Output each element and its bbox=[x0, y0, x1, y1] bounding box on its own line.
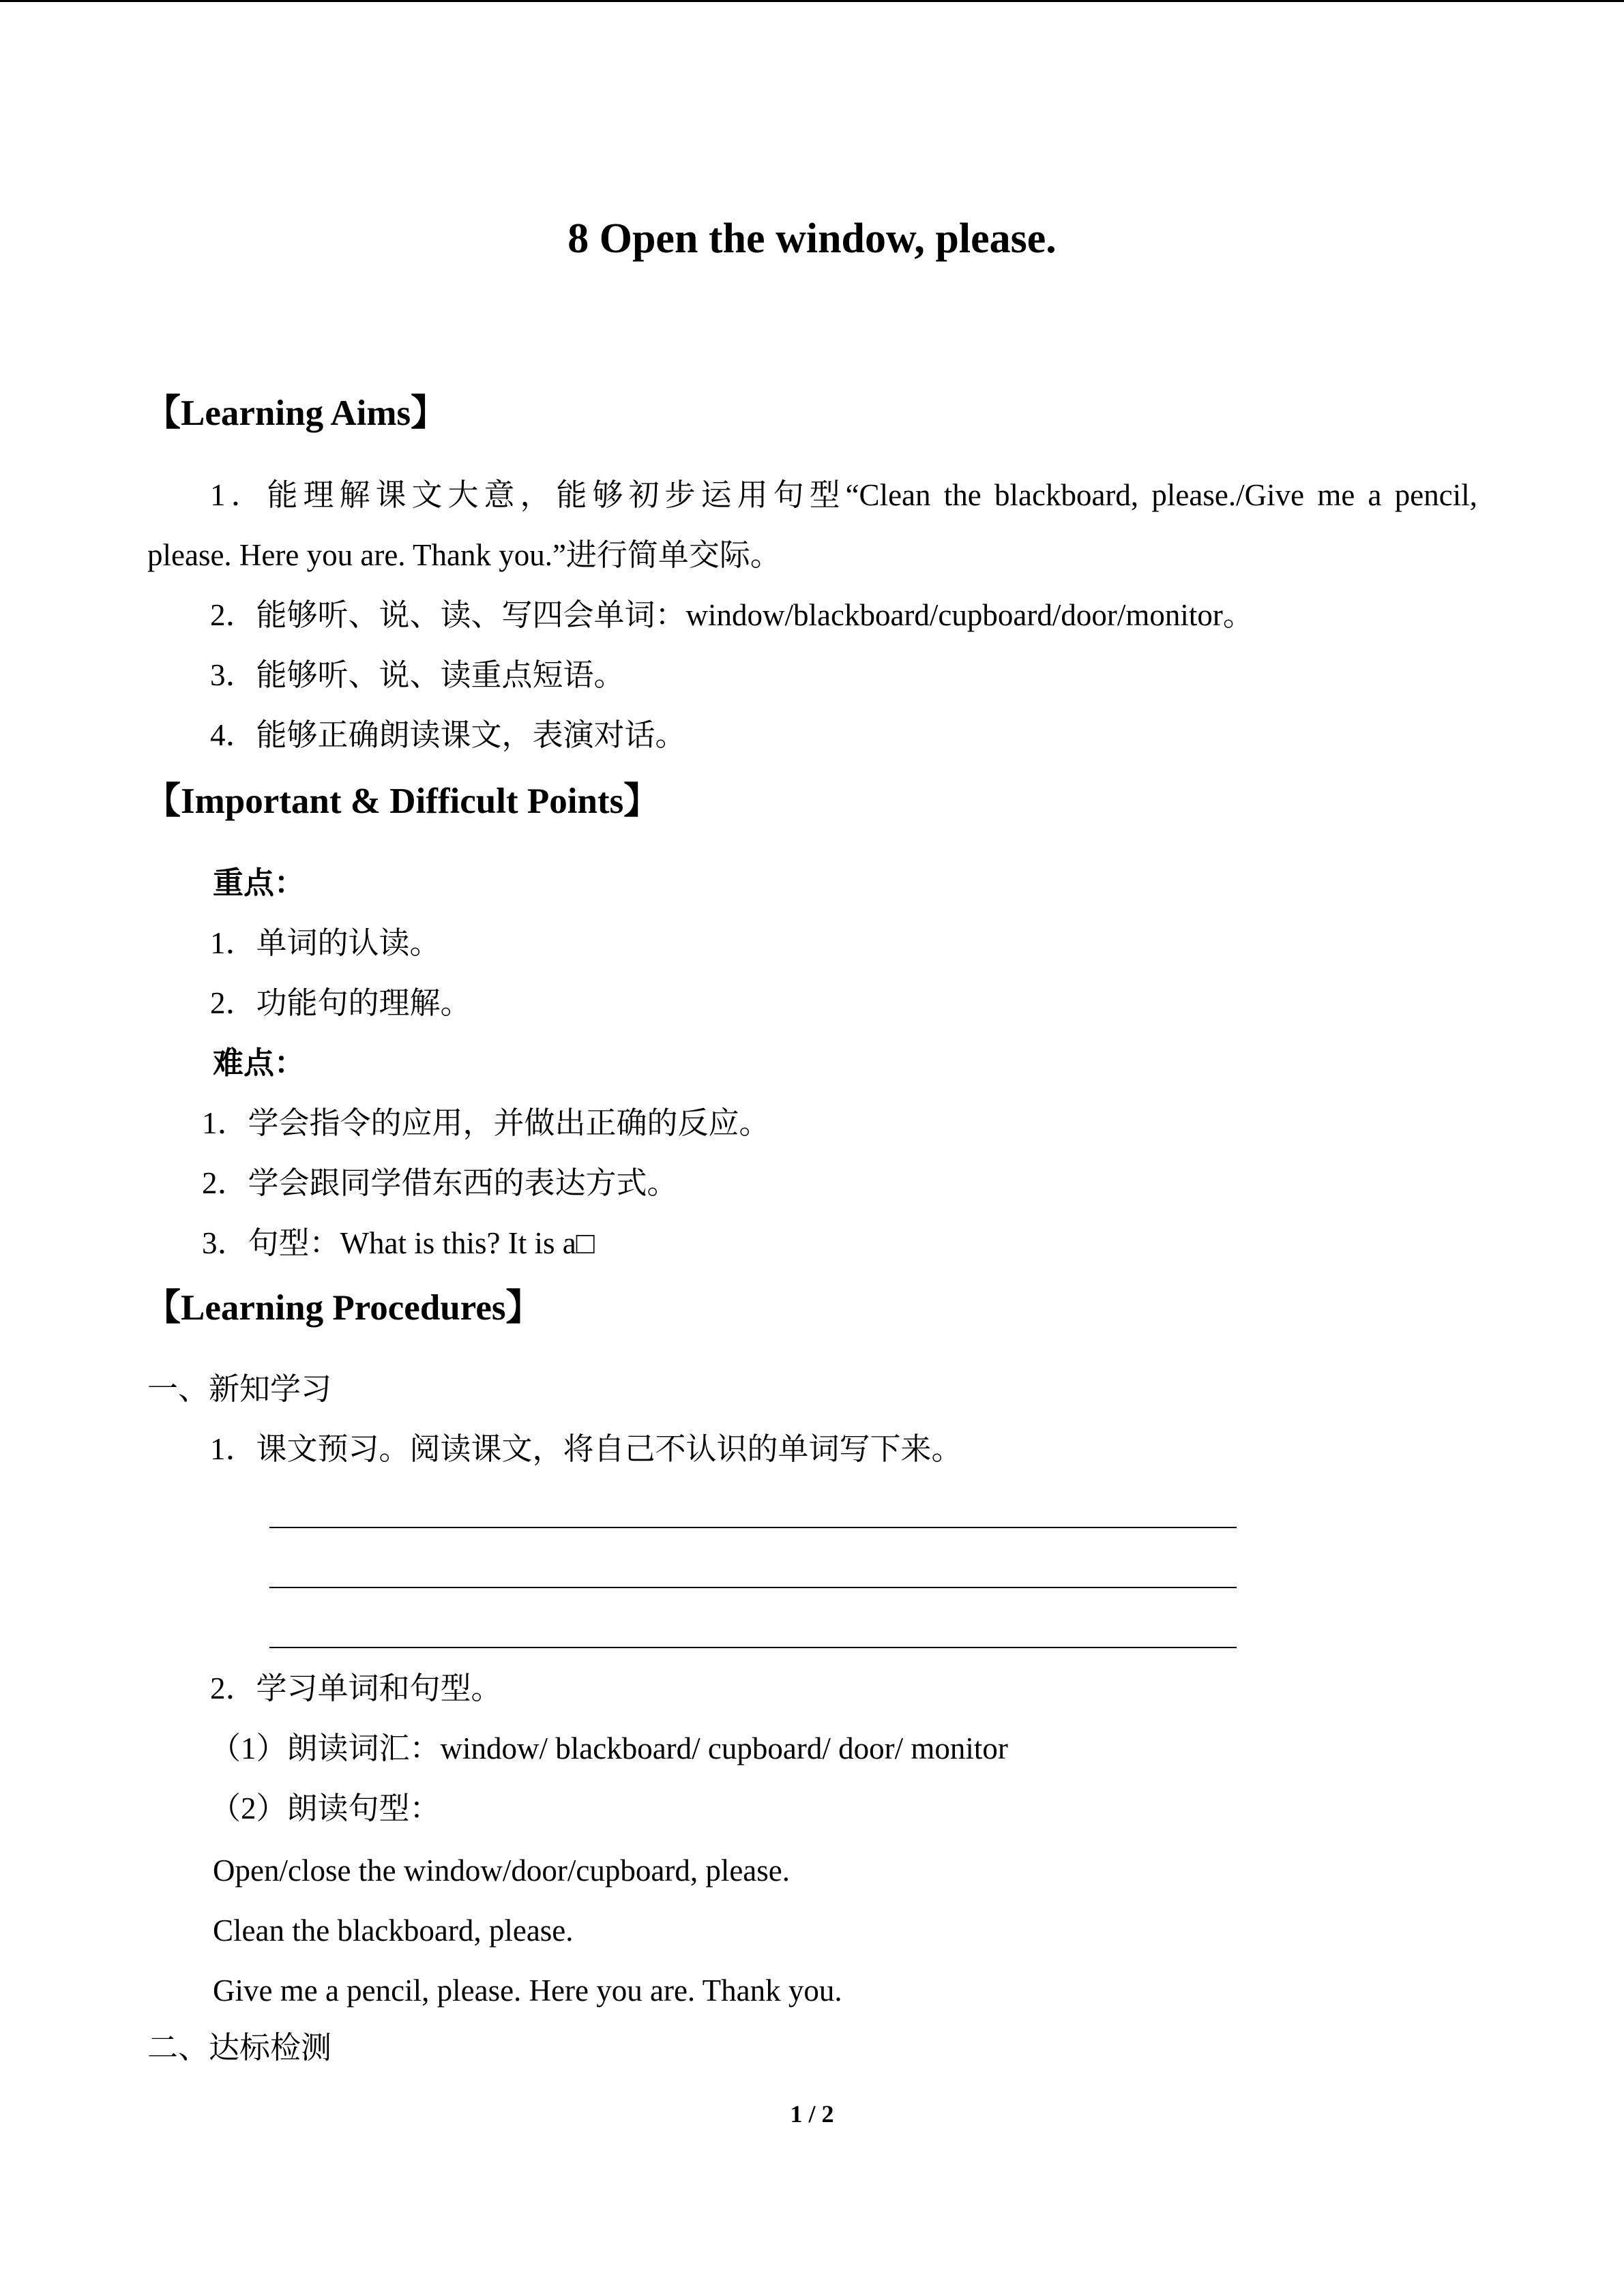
aim-item-1-line-2: please. Here you are. Thank you.”进行简单交际。 bbox=[147, 538, 781, 572]
procedure-part-2: 二、达标检测 bbox=[147, 2031, 332, 2065]
answer-blank-line bbox=[269, 1647, 1237, 1648]
key-point-1: 1．单词的认读。 bbox=[210, 926, 441, 960]
page-number: 1 / 2 bbox=[790, 2100, 834, 2128]
answer-blank-line bbox=[269, 1587, 1237, 1588]
difficult-points-label: 难点： bbox=[213, 1046, 306, 1080]
important-points-heading: 【Important & Difficult Points】 bbox=[145, 781, 660, 821]
aim-item-4: 4．能够正确朗读课文，表演对话。 bbox=[210, 718, 686, 752]
difficult-point-1: 1．学会指令的应用，并做出正确的反应。 bbox=[202, 1106, 770, 1140]
aim-item-3: 3．能够听、说、读重点短语。 bbox=[210, 658, 625, 692]
aim-item-1-line-1: 1．能理解课文大意，能够初步运用句型“Clean the blackboard, please./Give me a pencil, bbox=[210, 478, 1477, 512]
learning-aims-heading: 【Learning Aims】 bbox=[145, 393, 447, 433]
learning-procedures-heading: 【Learning Procedures】 bbox=[145, 1288, 542, 1328]
practice-sentence-1: Open/close the window/door/cupboard, please. bbox=[213, 1853, 791, 1888]
key-points-label: 重点： bbox=[213, 866, 306, 900]
document-title: 8 Open the window, please. bbox=[567, 215, 1057, 262]
difficult-point-2: 2．学会跟同学借东西的表达方式。 bbox=[202, 1166, 678, 1200]
procedure-step-2-vocab: （1）朗读词汇：window/ blackboard/ cupboard/ door/ monitor bbox=[210, 1731, 1008, 1765]
key-point-2: 2．功能句的理解。 bbox=[210, 986, 471, 1020]
answer-blank-line bbox=[269, 1527, 1237, 1528]
practice-sentence-3: Give me a pencil, please. Here you are. Thank you. bbox=[213, 1973, 842, 2008]
procedure-step-2: 2．学习单词和句型。 bbox=[210, 1671, 502, 1705]
difficult-point-3: 3．句型：What is this? It is a□ bbox=[202, 1226, 595, 1260]
practice-sentence-2: Clean the blackboard, please. bbox=[213, 1913, 574, 1948]
aim-item-2: 2．能够听、说、读、写四会单词：window/blackboard/cupboard/door/monitor。 bbox=[210, 598, 1254, 632]
procedure-step-2-sentences-label: （2）朗读句型： bbox=[210, 1791, 441, 1825]
procedure-step-1: 1．课文预习。阅读课文，将自己不认识的单词写下来。 bbox=[210, 1432, 962, 1466]
procedure-part-1: 一、新知学习 bbox=[147, 1372, 332, 1406]
